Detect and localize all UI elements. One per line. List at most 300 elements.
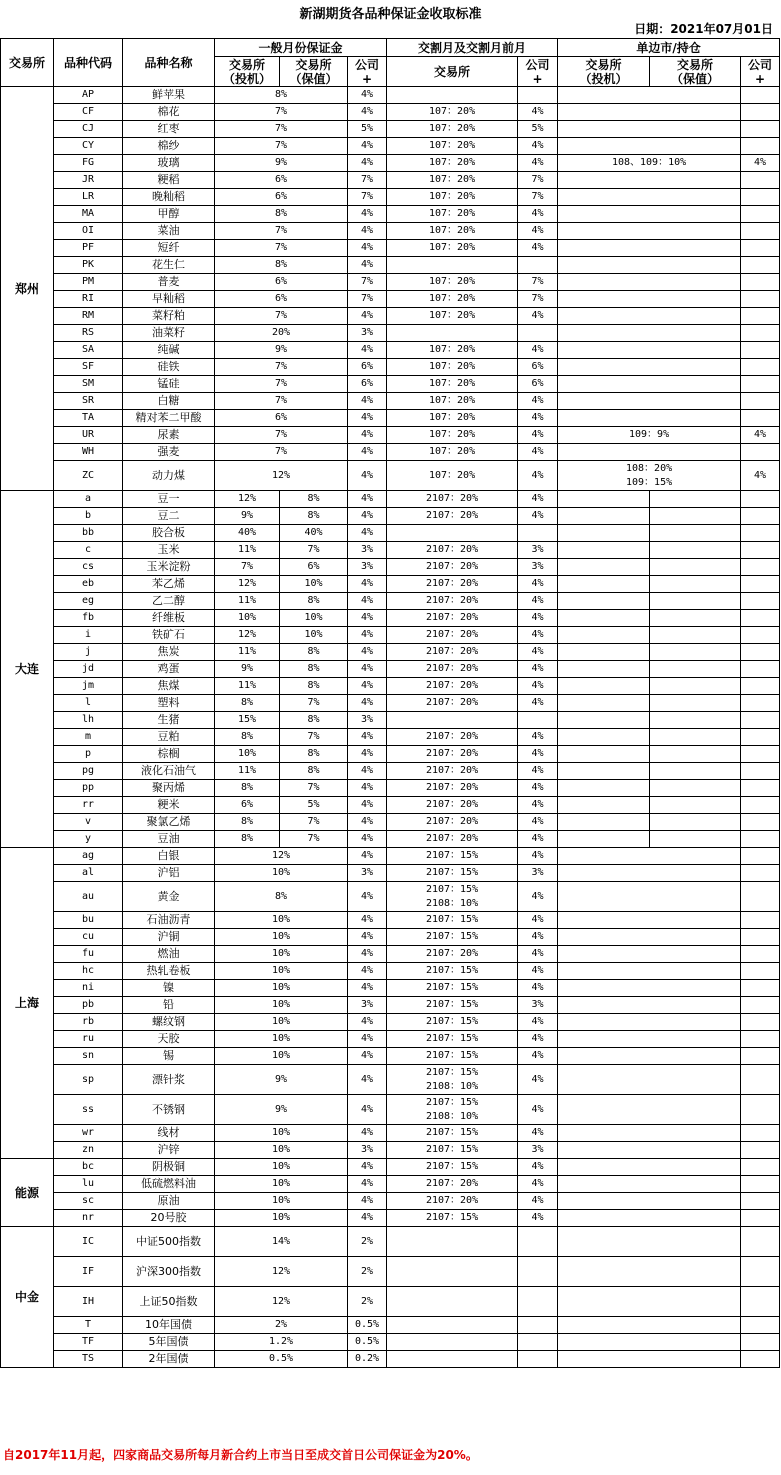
delivery-margin-cell: 2107：20%: [387, 678, 518, 695]
name-cell: 中证500指数: [123, 1227, 215, 1257]
single-margin-cell: [558, 1210, 741, 1227]
delivery-margin-cell: 107：20%: [387, 291, 518, 308]
general-margin-cell: 1.2%: [215, 1334, 348, 1351]
general-plus-cell: 4%: [348, 1193, 387, 1210]
delivery-margin-cell: 2107：15%: [387, 963, 518, 980]
delivery-plus-cell: 4%: [518, 138, 558, 155]
delivery-margin-cell: 2107：20%: [387, 797, 518, 814]
general-hedge-cell: 7%: [280, 814, 348, 831]
name-cell: 生猪: [123, 712, 215, 729]
delivery-plus-cell: 4%: [518, 678, 558, 695]
general-margin-cell: 10%: [215, 980, 348, 997]
table-row: [1, 627, 780, 644]
general-margin-cell: 10%: [215, 946, 348, 963]
code-cell: SR: [54, 393, 123, 410]
single-spec-cell: [558, 627, 650, 644]
delivery-margin-cell: 2107：15% 2108：10%: [387, 1095, 518, 1125]
delivery-plus-cell: 4%: [518, 831, 558, 848]
single-plus-cell: [741, 393, 780, 410]
name-cell: 聚丙烯: [123, 780, 215, 797]
table-row: [1, 376, 780, 393]
general-margin-cell: 6%: [215, 274, 348, 291]
exchange-cell: 能源: [1, 1159, 54, 1227]
name-cell: 动力煤: [123, 461, 215, 491]
general-plus-cell: 4%: [348, 87, 387, 104]
code-cell: pp: [54, 780, 123, 797]
code-cell: PK: [54, 257, 123, 274]
delivery-margin-cell: 107：20%: [387, 189, 518, 206]
general-margin-cell: 8%: [215, 87, 348, 104]
code-cell: ni: [54, 980, 123, 997]
general-margin-cell: 7%: [215, 427, 348, 444]
code-cell: bc: [54, 1159, 123, 1176]
single-margin-cell: [558, 189, 741, 206]
exchange-cell: 大连: [1, 491, 54, 848]
header-name: 品种名称: [123, 39, 215, 87]
general-plus-cell: 4%: [348, 882, 387, 912]
general-plus-cell: 6%: [348, 376, 387, 393]
general-plus-cell: 3%: [348, 1142, 387, 1159]
general-spec-cell: 10%: [215, 610, 280, 627]
code-cell: JR: [54, 172, 123, 189]
delivery-margin-cell: 2107：20%: [387, 508, 518, 525]
general-hedge-cell: 8%: [280, 508, 348, 525]
delivery-plus-cell: [518, 87, 558, 104]
general-plus-cell: 4%: [348, 1159, 387, 1176]
code-cell: PM: [54, 274, 123, 291]
code-cell: pb: [54, 997, 123, 1014]
delivery-plus-cell: 4%: [518, 780, 558, 797]
general-hedge-cell: 5%: [280, 797, 348, 814]
delivery-margin-cell: [387, 257, 518, 274]
general-spec-cell: 8%: [215, 729, 280, 746]
name-cell: 焦煤: [123, 678, 215, 695]
single-plus-cell: [741, 376, 780, 393]
name-cell: 豆粕: [123, 729, 215, 746]
delivery-plus-cell: 4%: [518, 627, 558, 644]
name-cell: 螺纹钢: [123, 1014, 215, 1031]
single-plus-cell: [741, 491, 780, 508]
single-plus-cell: [741, 1334, 780, 1351]
single-margin-cell: [558, 1125, 741, 1142]
delivery-margin-cell: 2107：15% 2108：10%: [387, 882, 518, 912]
delivery-margin-cell: 2107：20%: [387, 1193, 518, 1210]
delivery-margin-cell: 107：20%: [387, 393, 518, 410]
general-plus-cell: 4%: [348, 223, 387, 240]
single-margin-cell: [558, 1048, 741, 1065]
single-plus-cell: [741, 980, 780, 997]
single-spec-cell: [558, 695, 650, 712]
general-plus-cell: 4%: [348, 678, 387, 695]
general-plus-cell: 4%: [348, 257, 387, 274]
table-row: [1, 393, 780, 410]
delivery-plus-cell: 4%: [518, 912, 558, 929]
delivery-margin-cell: [387, 1317, 518, 1334]
table-row: [1, 1210, 780, 1227]
general-margin-cell: 8%: [215, 882, 348, 912]
general-spec-cell: 8%: [215, 831, 280, 848]
code-cell: m: [54, 729, 123, 746]
name-cell: 乙二醇: [123, 593, 215, 610]
name-cell: 鲜苹果: [123, 87, 215, 104]
general-plus-cell: 4%: [348, 410, 387, 427]
single-plus-cell: [741, 576, 780, 593]
delivery-margin-cell: [387, 712, 518, 729]
general-plus-cell: 4%: [348, 661, 387, 678]
name-cell: 沪铝: [123, 865, 215, 882]
delivery-margin-cell: 2107：20%: [387, 610, 518, 627]
general-margin-cell: 7%: [215, 240, 348, 257]
name-cell: 纯碱: [123, 342, 215, 359]
delivery-plus-cell: [518, 525, 558, 542]
code-cell: rb: [54, 1014, 123, 1031]
name-cell: 甲醇: [123, 206, 215, 223]
table-row: [1, 1095, 780, 1125]
general-margin-cell: 10%: [215, 1125, 348, 1142]
single-margin-cell: [558, 172, 741, 189]
single-margin-cell: [558, 87, 741, 104]
general-spec-cell: 12%: [215, 576, 280, 593]
table-row: [1, 831, 780, 848]
delivery-margin-cell: [387, 525, 518, 542]
delivery-margin-cell: 2107：15%: [387, 1031, 518, 1048]
name-cell: 鸡蛋: [123, 661, 215, 678]
single-plus-cell: [741, 1317, 780, 1334]
single-plus-cell: 4%: [741, 461, 780, 491]
name-cell: 沪深300指数: [123, 1257, 215, 1287]
code-cell: eg: [54, 593, 123, 610]
general-plus-cell: 4%: [348, 444, 387, 461]
single-margin-cell: [558, 393, 741, 410]
footnote: 自2017年11月起，四家商品交易所每月新合约上市当日至成交首日公司保证金为20%。: [3, 1448, 478, 1462]
single-margin-cell: [558, 1351, 741, 1368]
table-row: [1, 1351, 780, 1368]
general-hedge-cell: 10%: [280, 610, 348, 627]
single-plus-cell: [741, 865, 780, 882]
delivery-plus-cell: 4%: [518, 946, 558, 963]
single-plus-cell: [741, 929, 780, 946]
code-cell: SA: [54, 342, 123, 359]
table-row: [1, 1014, 780, 1031]
single-hedge-cell: [650, 644, 741, 661]
general-margin-cell: 10%: [215, 1193, 348, 1210]
single-plus-cell: [741, 1257, 780, 1287]
name-cell: 短纤: [123, 240, 215, 257]
single-margin-cell: [558, 257, 741, 274]
single-plus-cell: [741, 206, 780, 223]
delivery-plus-cell: 4%: [518, 980, 558, 997]
delivery-margin-cell: [387, 1334, 518, 1351]
delivery-margin-cell: 2107：15%: [387, 912, 518, 929]
single-plus-cell: [741, 274, 780, 291]
general-plus-cell: 4%: [348, 1125, 387, 1142]
code-cell: CF: [54, 104, 123, 121]
general-margin-cell: 12%: [215, 1287, 348, 1317]
table-row: [1, 223, 780, 240]
delivery-plus-cell: 4%: [518, 410, 558, 427]
single-plus-cell: [741, 138, 780, 155]
single-spec-cell: [558, 814, 650, 831]
delivery-margin-cell: [387, 1227, 518, 1257]
single-margin-cell: [558, 1317, 741, 1334]
single-plus-cell: [741, 695, 780, 712]
single-plus-cell: [741, 325, 780, 342]
code-cell: p: [54, 746, 123, 763]
table-row: [1, 461, 780, 491]
single-margin-cell: [558, 1142, 741, 1159]
single-hedge-cell: [650, 491, 741, 508]
table-row: [1, 644, 780, 661]
single-spec-cell: [558, 508, 650, 525]
code-cell: zn: [54, 1142, 123, 1159]
exchange-cell: 上海: [1, 848, 54, 1159]
delivery-margin-cell: 2107：20%: [387, 491, 518, 508]
single-spec-cell: [558, 780, 650, 797]
single-plus-cell: [741, 678, 780, 695]
general-margin-cell: 7%: [215, 444, 348, 461]
general-margin-cell: 8%: [215, 206, 348, 223]
delivery-plus-cell: [518, 1351, 558, 1368]
table-row: [1, 729, 780, 746]
general-plus-cell: 4%: [348, 814, 387, 831]
single-spec-cell: [558, 525, 650, 542]
delivery-plus-cell: 4%: [518, 746, 558, 763]
delivery-margin-cell: 2107：20%: [387, 1176, 518, 1193]
table-row: [1, 814, 780, 831]
general-margin-cell: 10%: [215, 929, 348, 946]
code-cell: cu: [54, 929, 123, 946]
delivery-margin-cell: 107：20%: [387, 240, 518, 257]
single-margin-cell: [558, 410, 741, 427]
single-hedge-cell: [650, 797, 741, 814]
name-cell: 10年国债: [123, 1317, 215, 1334]
code-cell: sp: [54, 1065, 123, 1095]
table-row: [1, 593, 780, 610]
table-row: [1, 1031, 780, 1048]
delivery-margin-cell: 107：20%: [387, 427, 518, 444]
table-row: [1, 1257, 780, 1287]
delivery-margin-cell: 2107：15%: [387, 1159, 518, 1176]
general-plus-cell: 4%: [348, 980, 387, 997]
general-hedge-cell: 10%: [280, 627, 348, 644]
delivery-plus-cell: 4%: [518, 661, 558, 678]
table-row: [1, 678, 780, 695]
single-plus-cell: [741, 410, 780, 427]
code-cell: RI: [54, 291, 123, 308]
general-plus-cell: 0.2%: [348, 1351, 387, 1368]
single-margin-cell: [558, 912, 741, 929]
general-plus-cell: 4%: [348, 1031, 387, 1048]
code-cell: rr: [54, 797, 123, 814]
general-plus-cell: 3%: [348, 997, 387, 1014]
name-cell: 燃油: [123, 946, 215, 963]
general-hedge-cell: 8%: [280, 593, 348, 610]
single-margin-cell: [558, 1257, 741, 1287]
delivery-margin-cell: 2107：20%: [387, 576, 518, 593]
single-plus-cell: [741, 1159, 780, 1176]
general-margin-cell: 10%: [215, 1210, 348, 1227]
general-plus-cell: 3%: [348, 542, 387, 559]
general-margin-cell: 10%: [215, 1142, 348, 1159]
single-hedge-cell: [650, 695, 741, 712]
table-row: [1, 912, 780, 929]
delivery-plus-cell: 4%: [518, 929, 558, 946]
name-cell: 玉米淀粉: [123, 559, 215, 576]
table-row: [1, 172, 780, 189]
single-margin-cell: [558, 359, 741, 376]
table-row: [1, 997, 780, 1014]
general-spec-cell: 40%: [215, 525, 280, 542]
general-plus-cell: 4%: [348, 746, 387, 763]
table-row: [1, 87, 780, 104]
name-cell: 白银: [123, 848, 215, 865]
name-cell: 强麦: [123, 444, 215, 461]
delivery-margin-cell: [387, 1351, 518, 1368]
name-cell: 液化石油气: [123, 763, 215, 780]
delivery-margin-cell: 2107：15%: [387, 929, 518, 946]
general-spec-cell: 11%: [215, 593, 280, 610]
general-margin-cell: 7%: [215, 359, 348, 376]
single-plus-cell: [741, 644, 780, 661]
code-cell: pg: [54, 763, 123, 780]
general-margin-cell: 6%: [215, 172, 348, 189]
code-cell: fb: [54, 610, 123, 627]
delivery-plus-cell: 4%: [518, 1159, 558, 1176]
single-plus-cell: [741, 661, 780, 678]
code-cell: au: [54, 882, 123, 912]
general-margin-cell: 7%: [215, 121, 348, 138]
name-cell: 镍: [123, 980, 215, 997]
name-cell: 菜籽粕: [123, 308, 215, 325]
code-cell: hc: [54, 963, 123, 980]
general-margin-cell: 12%: [215, 1257, 348, 1287]
header-deliv-ex: 交易所: [387, 57, 518, 87]
delivery-margin-cell: 2107：20%: [387, 763, 518, 780]
name-cell: 线材: [123, 1125, 215, 1142]
general-margin-cell: 7%: [215, 393, 348, 410]
code-cell: jd: [54, 661, 123, 678]
table-row: [1, 121, 780, 138]
name-cell: 菜油: [123, 223, 215, 240]
exchange-cell: 郑州: [1, 87, 54, 491]
code-cell: RS: [54, 325, 123, 342]
single-plus-cell: [741, 223, 780, 240]
general-spec-cell: 11%: [215, 542, 280, 559]
name-cell: 普麦: [123, 274, 215, 291]
single-margin-cell: [558, 1176, 741, 1193]
general-plus-cell: 4%: [348, 1176, 387, 1193]
code-cell: al: [54, 865, 123, 882]
general-plus-cell: 4%: [348, 627, 387, 644]
general-margin-cell: 7%: [215, 104, 348, 121]
single-plus-cell: [741, 542, 780, 559]
delivery-plus-cell: 4%: [518, 963, 558, 980]
delivery-margin-cell: 2107：20%: [387, 746, 518, 763]
delivery-plus-cell: 4%: [518, 1031, 558, 1048]
header-gen-plus: 公司 +: [348, 57, 387, 87]
exchange-cell: 中金: [1, 1227, 54, 1368]
general-plus-cell: 4%: [348, 763, 387, 780]
single-margin-cell: 109：9%: [558, 427, 741, 444]
general-margin-cell: 10%: [215, 1176, 348, 1193]
general-plus-cell: 4%: [348, 138, 387, 155]
general-margin-cell: 2%: [215, 1317, 348, 1334]
code-cell: FG: [54, 155, 123, 172]
single-margin-cell: [558, 1095, 741, 1125]
general-margin-cell: 10%: [215, 963, 348, 980]
delivery-plus-cell: 6%: [518, 359, 558, 376]
general-plus-cell: 4%: [348, 848, 387, 865]
delivery-margin-cell: 107：20%: [387, 172, 518, 189]
general-plus-cell: 4%: [348, 963, 387, 980]
name-cell: 原油: [123, 1193, 215, 1210]
name-cell: 2年国债: [123, 1351, 215, 1368]
delivery-plus-cell: 7%: [518, 291, 558, 308]
delivery-margin-cell: [387, 325, 518, 342]
single-plus-cell: [741, 627, 780, 644]
name-cell: 不锈钢: [123, 1095, 215, 1125]
single-plus-cell: [741, 87, 780, 104]
table-row: [1, 444, 780, 461]
header-code: 品种代码: [54, 39, 123, 87]
single-plus-cell: [741, 1176, 780, 1193]
header-deliv-plus: 公司 +: [518, 57, 558, 87]
general-plus-cell: 4%: [348, 342, 387, 359]
general-plus-cell: 2%: [348, 1257, 387, 1287]
general-margin-cell: 10%: [215, 1014, 348, 1031]
delivery-plus-cell: 7%: [518, 172, 558, 189]
single-hedge-cell: [650, 712, 741, 729]
general-plus-cell: 4%: [348, 308, 387, 325]
delivery-plus-cell: 3%: [518, 1142, 558, 1159]
single-spec-cell: [558, 661, 650, 678]
table-row: [1, 240, 780, 257]
single-margin-cell: [558, 1193, 741, 1210]
general-margin-cell: 6%: [215, 410, 348, 427]
name-cell: 塑料: [123, 695, 215, 712]
single-margin-cell: [558, 138, 741, 155]
general-plus-cell: 4%: [348, 491, 387, 508]
general-plus-cell: 7%: [348, 189, 387, 206]
single-plus-cell: [741, 1125, 780, 1142]
single-margin-cell: [558, 848, 741, 865]
delivery-margin-cell: [387, 87, 518, 104]
delivery-plus-cell: 4%: [518, 1048, 558, 1065]
name-cell: 棕榈: [123, 746, 215, 763]
general-plus-cell: 4%: [348, 946, 387, 963]
delivery-plus-cell: 4%: [518, 644, 558, 661]
general-plus-cell: 4%: [348, 831, 387, 848]
table-row: [1, 712, 780, 729]
code-cell: TS: [54, 1351, 123, 1368]
name-cell: 晚籼稻: [123, 189, 215, 206]
name-cell: 胶合板: [123, 525, 215, 542]
table-row: [1, 559, 780, 576]
table-row: [1, 763, 780, 780]
general-plus-cell: 4%: [348, 155, 387, 172]
single-plus-cell: [741, 1142, 780, 1159]
single-margin-cell: [558, 223, 741, 240]
general-plus-cell: 4%: [348, 695, 387, 712]
name-cell: 粳米: [123, 797, 215, 814]
general-plus-cell: 4%: [348, 240, 387, 257]
general-plus-cell: 3%: [348, 325, 387, 342]
table-row: [1, 865, 780, 882]
general-plus-cell: 7%: [348, 291, 387, 308]
general-plus-cell: 4%: [348, 1210, 387, 1227]
code-cell: wr: [54, 1125, 123, 1142]
delivery-plus-cell: 4%: [518, 342, 558, 359]
